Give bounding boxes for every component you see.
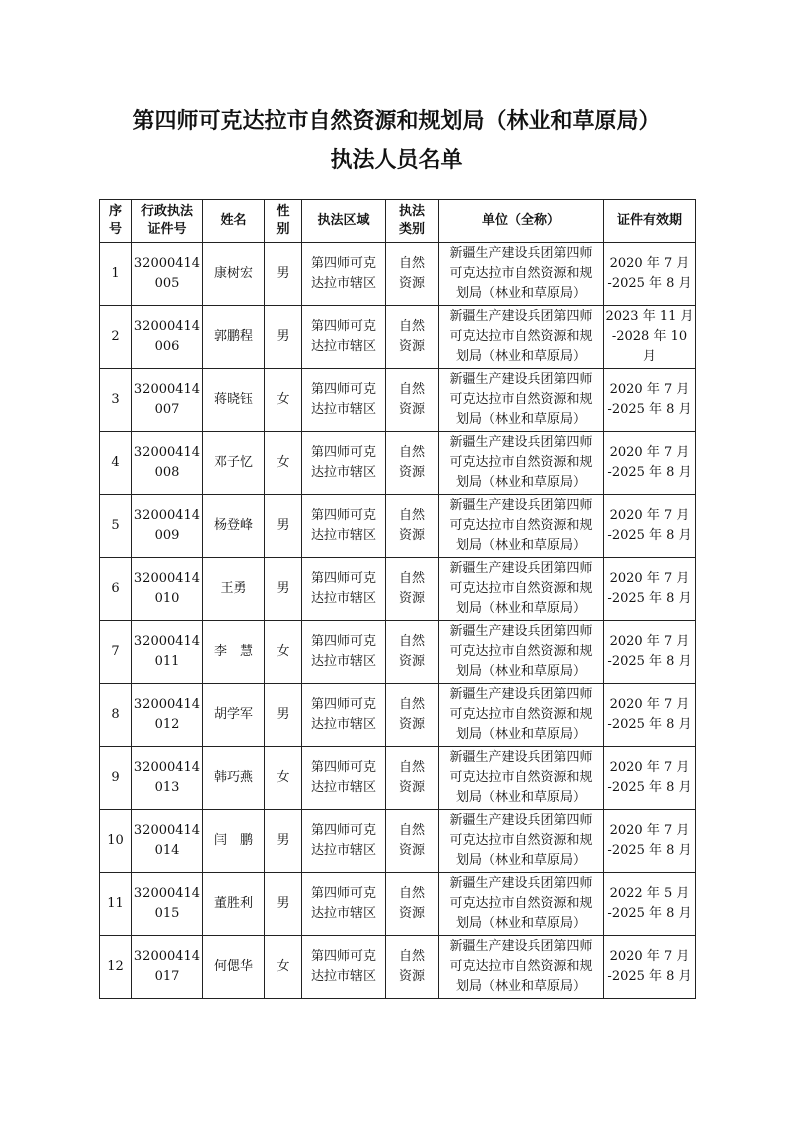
personnel-table xyxy=(99,199,696,999)
cell-category: 自然 资源 xyxy=(386,243,439,306)
cell-validity: 2020 年 7 月 -2025 年 8 月 xyxy=(604,432,696,495)
cell-unit: 新疆生产建设兵团第四师 可克达拉市自然资源和规 划局（林业和草原局） xyxy=(439,432,604,495)
table-row xyxy=(100,432,696,495)
cell-index: 4 xyxy=(100,432,132,495)
cell-unit: 新疆生产建设兵团第四师 可克达拉市自然资源和规 划局（林业和草原局） xyxy=(439,621,604,684)
cell-gender: 女 xyxy=(265,621,302,684)
cell-area: 第四师可克 达拉市辖区 xyxy=(302,369,386,432)
header-category: 执法 类别 xyxy=(386,200,439,243)
cell-category: 自然 资源 xyxy=(386,747,439,810)
cell-name: 康树宏 xyxy=(203,243,265,306)
table-row xyxy=(100,873,696,936)
cell-unit: 新疆生产建设兵团第四师 可克达拉市自然资源和规 划局（林业和草原局） xyxy=(439,936,604,999)
cell-category: 自然 资源 xyxy=(386,810,439,873)
cell-unit: 新疆生产建设兵团第四师 可克达拉市自然资源和规 划局（林业和草原局） xyxy=(439,495,604,558)
header-cert-no: 行政执法 证件号 xyxy=(132,200,203,243)
cell-index: 10 xyxy=(100,810,132,873)
cell-validity: 2020 年 7 月 -2025 年 8 月 xyxy=(604,558,696,621)
cell-name: 邓子忆 xyxy=(203,432,265,495)
cell-gender: 女 xyxy=(265,369,302,432)
header-name: 姓名 xyxy=(203,200,265,243)
cell-validity: 2023 年 11 月 -2028 年 10 月 xyxy=(604,306,696,369)
cell-validity: 2020 年 7 月 -2025 年 8 月 xyxy=(604,936,696,999)
cell-name: 蒋晓钰 xyxy=(203,369,265,432)
cell-cert-no: 32000414 012 xyxy=(132,684,203,747)
cell-unit: 新疆生产建设兵团第四师 可克达拉市自然资源和规 划局（林业和草原局） xyxy=(439,684,604,747)
cell-index: 2 xyxy=(100,306,132,369)
cell-name: 王勇 xyxy=(203,558,265,621)
cell-index: 6 xyxy=(100,558,132,621)
cell-validity: 2020 年 7 月 -2025 年 8 月 xyxy=(604,621,696,684)
cell-category: 自然 资源 xyxy=(386,936,439,999)
cell-area: 第四师可克 达拉市辖区 xyxy=(302,306,386,369)
cell-name: 董胜利 xyxy=(203,873,265,936)
cell-gender: 男 xyxy=(265,306,302,369)
cell-area: 第四师可克 达拉市辖区 xyxy=(302,747,386,810)
cell-unit: 新疆生产建设兵团第四师 可克达拉市自然资源和规 划局（林业和草原局） xyxy=(439,873,604,936)
cell-area: 第四师可克 达拉市辖区 xyxy=(302,558,386,621)
cell-area: 第四师可克 达拉市辖区 xyxy=(302,495,386,558)
table-row xyxy=(100,558,696,621)
table-row xyxy=(100,306,696,369)
table-row xyxy=(100,495,696,558)
cell-name: 胡学军 xyxy=(203,684,265,747)
cell-category: 自然 资源 xyxy=(386,495,439,558)
cell-validity: 2020 年 7 月 -2025 年 8 月 xyxy=(604,684,696,747)
cell-unit: 新疆生产建设兵团第四师 可克达拉市自然资源和规 划局（林业和草原局） xyxy=(439,558,604,621)
cell-cert-no: 32000414 007 xyxy=(132,369,203,432)
cell-category: 自然 资源 xyxy=(386,369,439,432)
cell-index: 11 xyxy=(100,873,132,936)
document-title: 第四师可克达拉市自然资源和规划局（林业和草原局） xyxy=(132,108,661,134)
cell-gender: 男 xyxy=(265,684,302,747)
cell-name: 李 慧 xyxy=(203,621,265,684)
cell-index: 12 xyxy=(100,936,132,999)
cell-category: 自然 资源 xyxy=(386,432,439,495)
cell-validity: 2020 年 7 月 -2025 年 8 月 xyxy=(604,495,696,558)
cell-validity: 2020 年 7 月 -2025 年 8 月 xyxy=(604,747,696,810)
cell-gender: 男 xyxy=(265,495,302,558)
document-subtitle: 执法人员名单 xyxy=(330,147,463,173)
cell-unit: 新疆生产建设兵团第四师 可克达拉市自然资源和规 划局（林业和草原局） xyxy=(439,810,604,873)
table-header-row xyxy=(100,200,696,243)
cell-cert-no: 32000414 008 xyxy=(132,432,203,495)
cell-index: 5 xyxy=(100,495,132,558)
table-row xyxy=(100,369,696,432)
cell-cert-no: 32000414 017 xyxy=(132,936,203,999)
cell-index: 1 xyxy=(100,243,132,306)
table-row xyxy=(100,243,696,306)
cell-index: 8 xyxy=(100,684,132,747)
cell-name: 何偲华 xyxy=(203,936,265,999)
cell-gender: 女 xyxy=(265,432,302,495)
cell-unit: 新疆生产建设兵团第四师 可克达拉市自然资源和规 划局（林业和草原局） xyxy=(439,306,604,369)
cell-gender: 男 xyxy=(265,558,302,621)
header-unit: 单位（全称） xyxy=(439,200,604,243)
cell-cert-no: 32000414 013 xyxy=(132,747,203,810)
cell-gender: 女 xyxy=(265,936,302,999)
cell-cert-no: 32000414 011 xyxy=(132,621,203,684)
cell-cert-no: 32000414 014 xyxy=(132,810,203,873)
cell-validity: 2022 年 5 月 -2025 年 8 月 xyxy=(604,873,696,936)
cell-category: 自然 资源 xyxy=(386,558,439,621)
cell-area: 第四师可克 达拉市辖区 xyxy=(302,936,386,999)
header-gender: 性 别 xyxy=(265,200,302,243)
table-row xyxy=(100,684,696,747)
cell-category: 自然 资源 xyxy=(386,684,439,747)
cell-gender: 女 xyxy=(265,747,302,810)
cell-cert-no: 32000414 005 xyxy=(132,243,203,306)
table-row xyxy=(100,936,696,999)
cell-area: 第四师可克 达拉市辖区 xyxy=(302,621,386,684)
cell-name: 闫 鹏 xyxy=(203,810,265,873)
table-row xyxy=(100,747,696,810)
cell-gender: 男 xyxy=(265,810,302,873)
cell-category: 自然 资源 xyxy=(386,621,439,684)
cell-name: 韩巧燕 xyxy=(203,747,265,810)
cell-area: 第四师可克 达拉市辖区 xyxy=(302,810,386,873)
cell-index: 3 xyxy=(100,369,132,432)
cell-area: 第四师可克 达拉市辖区 xyxy=(302,684,386,747)
cell-index: 9 xyxy=(100,747,132,810)
cell-gender: 男 xyxy=(265,243,302,306)
cell-cert-no: 32000414 009 xyxy=(132,495,203,558)
cell-cert-no: 32000414 006 xyxy=(132,306,203,369)
header-area: 执法区域 xyxy=(302,200,386,243)
cell-cert-no: 32000414 010 xyxy=(132,558,203,621)
table-row xyxy=(100,621,696,684)
cell-unit: 新疆生产建设兵团第四师 可克达拉市自然资源和规 划局（林业和草原局） xyxy=(439,747,604,810)
cell-cert-no: 32000414 015 xyxy=(132,873,203,936)
header-validity: 证件有效期 xyxy=(604,200,696,243)
cell-gender: 男 xyxy=(265,873,302,936)
cell-validity: 2020 年 7 月 -2025 年 8 月 xyxy=(604,369,696,432)
cell-area: 第四师可克 达拉市辖区 xyxy=(302,873,386,936)
cell-validity: 2020 年 7 月 -2025 年 8 月 xyxy=(604,810,696,873)
header-index: 序 号 xyxy=(100,200,132,243)
cell-area: 第四师可克 达拉市辖区 xyxy=(302,432,386,495)
cell-name: 杨登峰 xyxy=(203,495,265,558)
cell-unit: 新疆生产建设兵团第四师 可克达拉市自然资源和规 划局（林业和草原局） xyxy=(439,369,604,432)
table-row xyxy=(100,810,696,873)
cell-unit: 新疆生产建设兵团第四师 可克达拉市自然资源和规 划局（林业和草原局） xyxy=(439,243,604,306)
cell-index: 7 xyxy=(100,621,132,684)
cell-area: 第四师可克 达拉市辖区 xyxy=(302,243,386,306)
cell-category: 自然 资源 xyxy=(386,873,439,936)
cell-category: 自然 资源 xyxy=(386,306,439,369)
cell-name: 郭鹏程 xyxy=(203,306,265,369)
cell-validity: 2020 年 7 月 -2025 年 8 月 xyxy=(604,243,696,306)
